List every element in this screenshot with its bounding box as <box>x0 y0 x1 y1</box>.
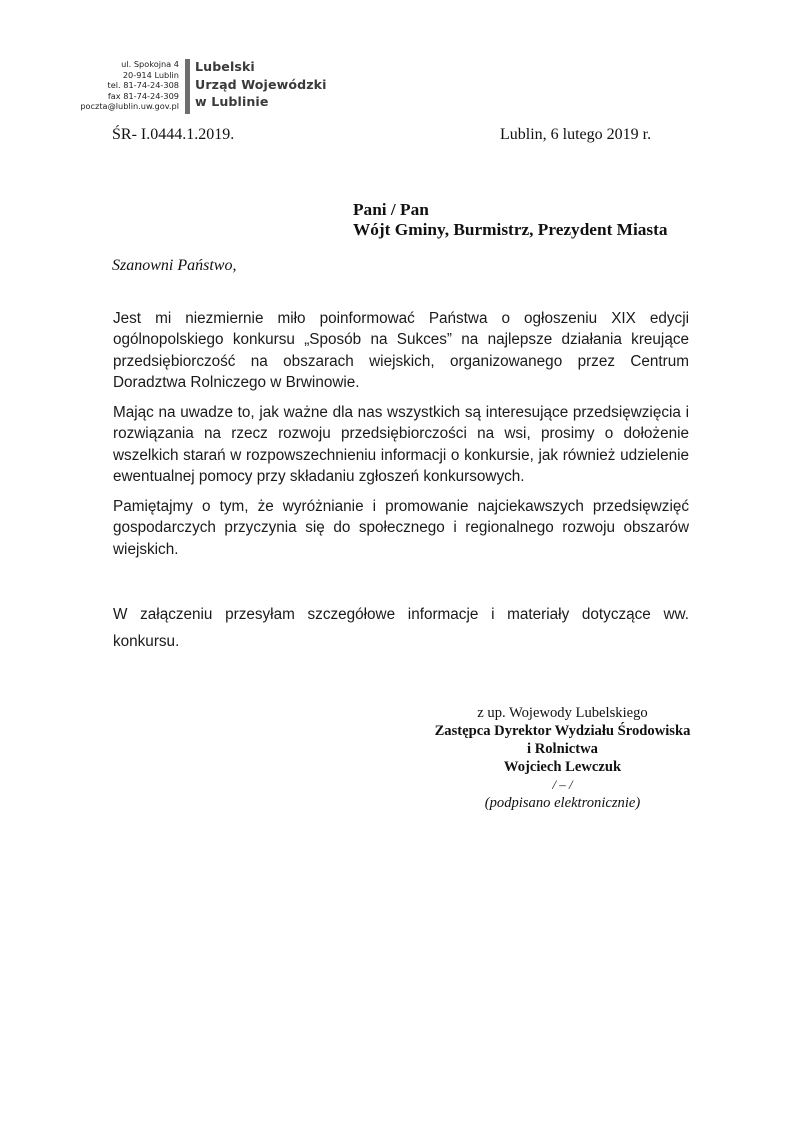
salutation: Szanowni Państwo, <box>112 257 237 274</box>
organization-name <box>195 58 327 111</box>
org-line-1: Lubelski <box>195 59 255 74</box>
paragraph-2: Mając na uwadze to, jak ważne dla nas wszystkich są interesujące przedsięwzięcia i rozwiązania na rzecz rozwoju przedsiębiorczości na wsi, prosimy o dołożenie wszelkich starań w rozpowszechnieniu informacji o konkursie, jak również udzielenie ewentualnej pomocy przy składaniu zgłoszeń konkursowych. <box>113 404 689 485</box>
org-line-3: w Lublinie <box>195 94 269 109</box>
signature-name: Wojciech Lewczuk <box>503 759 622 775</box>
paragraph-1: Jest mi niezmiernie miło poinformować Państwa o ogłoszeniu XIX edycji ogólnopolskiego konkursu „Sposób na Sukces” na najlepsze działania kreujące przedsiębiorczość na obszarach wiejskich, organizowanego przez Centrum Doradztwa Rolniczego w Brwinowie. <box>113 310 689 391</box>
org-line-2: Urząd Wojewódzki <box>195 76 327 92</box>
signature-authority: z up. Wojewody Lubelskiego <box>477 705 648 721</box>
contact-block <box>60 58 179 112</box>
fax: fax 81-74-24-309 <box>107 90 179 101</box>
reference-number: ŚR- I.0444.1.2019. <box>112 126 235 143</box>
addressee <box>353 200 668 240</box>
email: poczta@lublin.uw.gov.pl <box>80 101 179 112</box>
place-date: Lublin, 6 lutego 2019 r. <box>500 126 652 143</box>
signature-mark: / – / <box>552 777 573 792</box>
logo-bar <box>185 59 190 114</box>
signature-note: (podpisano elektronicznie) <box>484 795 641 811</box>
signature-block <box>425 704 700 812</box>
phone: tel. 81-74-24-308 <box>107 80 179 91</box>
addressee-line-1: Pani / Pan <box>353 200 429 219</box>
address-street: ul. Spokojna 4 <box>121 59 179 69</box>
paragraph-3: Pamiętajmy o tym, że wyróżnianie i promowanie najciekawszych przedsięwzięć gospodarczych przyczynia się do społecznego i regionalnego rozwoju obszarów wiejskich. <box>113 498 689 558</box>
signature-title-2: i Rolnictwa <box>527 741 598 757</box>
address-city: 20-914 Lublin <box>122 69 179 80</box>
signature-title-1: Zastępca Dyrektor Wydziału Środowiska <box>434 723 691 739</box>
letterhead <box>60 58 327 114</box>
addressee-line-2: Wójt Gminy, Burmistrz, Prezydent Miasta <box>353 220 668 239</box>
paragraph-4: W załączeniu przesyłam szczegółowe informacje i materiały dotyczące ww. konkursu. <box>113 606 689 650</box>
